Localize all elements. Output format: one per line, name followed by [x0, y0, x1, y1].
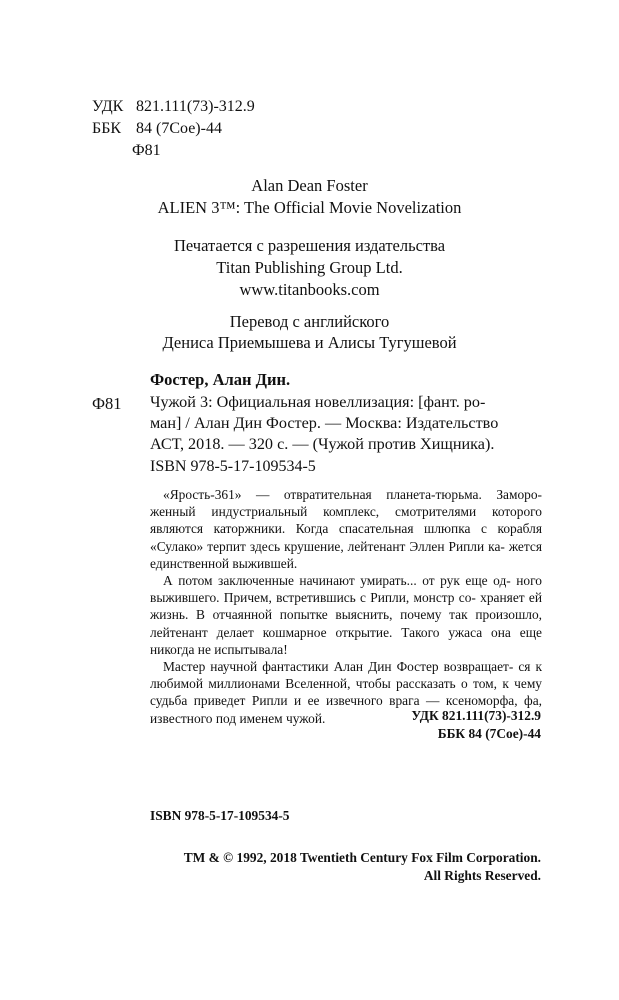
catalog-line-3: АСТ, 2018. — 320 с. — (Чужой против Хищника). [150, 435, 495, 453]
original-title: ALIEN 3™: The Official Movie Novelization [157, 198, 462, 217]
udk-line [92, 98, 255, 116]
annotation-line: к чему судьба приведет Рипли и ее извечного врага — ксеноморфа, [150, 676, 543, 709]
annotation-line: жется единственной выжившей. [150, 538, 542, 571]
annotation-line: фа, известного под именем чужой. [150, 693, 542, 726]
annotation-line: ного выжившего. Причем, встретившись с Рипли, монстр со- [150, 573, 542, 606]
annotation-line: ся к любимой миллионами Вселенной, чтобы рассказать о том, [150, 659, 542, 692]
udk-value: 821.111(73)-312.9 [136, 98, 255, 115]
catalog-line-2: ман] / Алан Дин Фостер. — Москва: Издательство [150, 414, 499, 432]
annotation-line: произошло, лейтенант делает кошмарное открытие. Такого [150, 607, 542, 640]
annotation-line: являются каторжники. Когда спасательная шлюпка с корабля [150, 521, 542, 537]
bbk-line [92, 120, 222, 138]
annotation-line: А потом заключенные начинают умирать... от рук еще од- [163, 573, 511, 589]
udk-repeat: УДК 821.111(73)-312.9 [411, 708, 541, 723]
catalog-author-heading: Фостер, Алан Дин. [150, 370, 291, 389]
permission-line-3: www.titanbooks.com [239, 280, 380, 299]
footer-isbn: ISBN 978-5-17-109534-5 [150, 808, 290, 823]
annotation-line: «Сулако» терпит здесь крушение, лейтенант Эллен Рипли ка- [150, 538, 505, 554]
original-author: Alan Dean Foster [251, 176, 368, 195]
annotation-line: Мастер научной фантастики Алан Дин Фостер возвращает- [163, 659, 514, 675]
bbk-value: 84 (7Сое)-44 [136, 120, 222, 137]
annotation-paragraph-2 [150, 572, 542, 658]
catalog-isbn: ISBN 978-5-17-109534-5 [150, 458, 316, 475]
permission-line-2: Titan Publishing Group Ltd. [216, 258, 403, 277]
catalog-author-code: Ф81 [92, 394, 122, 413]
rights-line: All Rights Reserved. [423, 868, 541, 883]
permission-line-1: Печатается с разрешения издательства [173, 236, 446, 255]
translation-line-1: Перевод с английского [229, 312, 390, 331]
catalog-line-1: Чужой 3: Официальная новеллизация: [фант. ро- [150, 393, 486, 411]
annotation-line: «Ярость-361» — отвратительная планета-тюрьма. Заморо- [163, 487, 542, 502]
annotation-line: ужаса она еще никогда не испытывала! [150, 624, 542, 657]
annotation-line: женный индустриальный комплекс, смотрителями которого [150, 504, 542, 520]
annotation [150, 486, 542, 727]
annotation-paragraph-1 [150, 486, 542, 572]
udk-label: УДК [92, 98, 124, 115]
translation-line-2: Дениса Приемышева и Алисы Тугушевой [162, 333, 457, 352]
bbk-label: ББК [92, 120, 122, 137]
author-mark: Ф81 [132, 142, 161, 159]
annotation-line: храняет ей жизнь. В отчаянной попытке выяснить, почему так [150, 590, 542, 623]
catalog-description [150, 392, 542, 455]
bbk-repeat: ББК 84 (7Сое)-44 [437, 726, 541, 741]
copyright-line: TM & © 1992, 2018 Twentieth Century Fox Film Corporation. [183, 850, 541, 865]
